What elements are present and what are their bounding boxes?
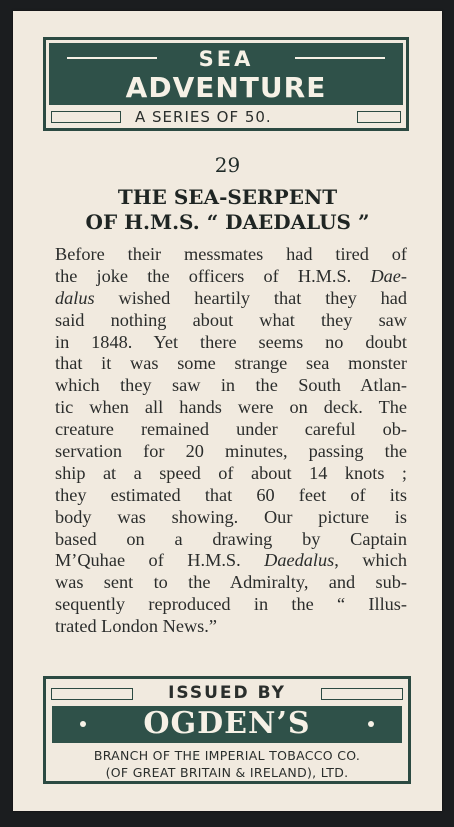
description-line: ship at a speed of about 14 knots ; bbox=[55, 462, 407, 483]
card-title-line-1: THE SEA-SERPENT bbox=[117, 185, 338, 209]
card-number: 29 bbox=[214, 153, 241, 177]
card-title-line-2: OF H.M.S. “ DAEDALUS ” bbox=[85, 210, 370, 234]
description-line: Before their messmates had tired of bbox=[55, 244, 407, 264]
company-line-2: (OF GREAT BRITAIN & IRELAND), LTD. bbox=[105, 765, 349, 780]
description-line: they estimated that 60 feet of its bbox=[55, 484, 407, 505]
description-line: dalus wished heartily that they had bbox=[55, 287, 407, 308]
decorative-box-right bbox=[357, 111, 401, 123]
description-line: body was showing. Our picture is bbox=[55, 506, 407, 527]
card-description bbox=[55, 244, 407, 638]
ship-name-italic: Dae- bbox=[370, 265, 407, 286]
description-line: which they saw in the South Atlan- bbox=[55, 375, 407, 396]
cigarette-card bbox=[13, 11, 442, 811]
decorative-box-right bbox=[321, 688, 403, 700]
series-title-panel bbox=[49, 43, 403, 105]
description-line: based on a drawing by Captain bbox=[55, 528, 407, 549]
series-title-word-2: ADVENTURE bbox=[125, 71, 327, 104]
series-title-word-1: SEA bbox=[198, 47, 254, 71]
description-line: trated London News.” bbox=[55, 616, 217, 637]
issued-by-label: ISSUED BY bbox=[168, 683, 286, 703]
ship-name-italic: dalus bbox=[55, 287, 95, 308]
ship-name-italic: Daedalus bbox=[264, 550, 335, 571]
description-line: was sent to the Admiralty, and sub- bbox=[55, 572, 407, 593]
series-header bbox=[43, 37, 409, 131]
description-line: sequently reproduced in the “ Illus- bbox=[55, 594, 407, 615]
description-line: that it was some strange sea monster bbox=[55, 353, 407, 374]
bullet-dot-icon bbox=[368, 721, 374, 727]
series-count-strip bbox=[49, 109, 403, 127]
brand-panel bbox=[52, 706, 402, 743]
decorative-box-left bbox=[51, 111, 121, 123]
description-line: M’Quhae of H.M.S. Daedalus, which bbox=[55, 550, 407, 571]
description-line: servation for 20 minutes, passing the bbox=[55, 441, 407, 462]
description-line: said nothing about what they saw bbox=[55, 309, 407, 330]
description-line: in 1848. Yet there seems no doubt bbox=[55, 331, 407, 352]
issued-by-strip bbox=[49, 683, 405, 705]
issuer-footer bbox=[43, 676, 411, 784]
brand-name: OGDEN’S bbox=[143, 706, 311, 741]
description-line: tic when all hands were on deck. The bbox=[55, 397, 407, 418]
company-line-1: BRANCH OF THE IMPERIAL TOBACCO CO. bbox=[93, 748, 361, 763]
series-count: A SERIES OF 50. bbox=[135, 108, 272, 126]
description-line: creature remained under careful ob- bbox=[55, 419, 407, 440]
description-line: the joke the officers of H.M.S. Dae- bbox=[55, 265, 407, 286]
